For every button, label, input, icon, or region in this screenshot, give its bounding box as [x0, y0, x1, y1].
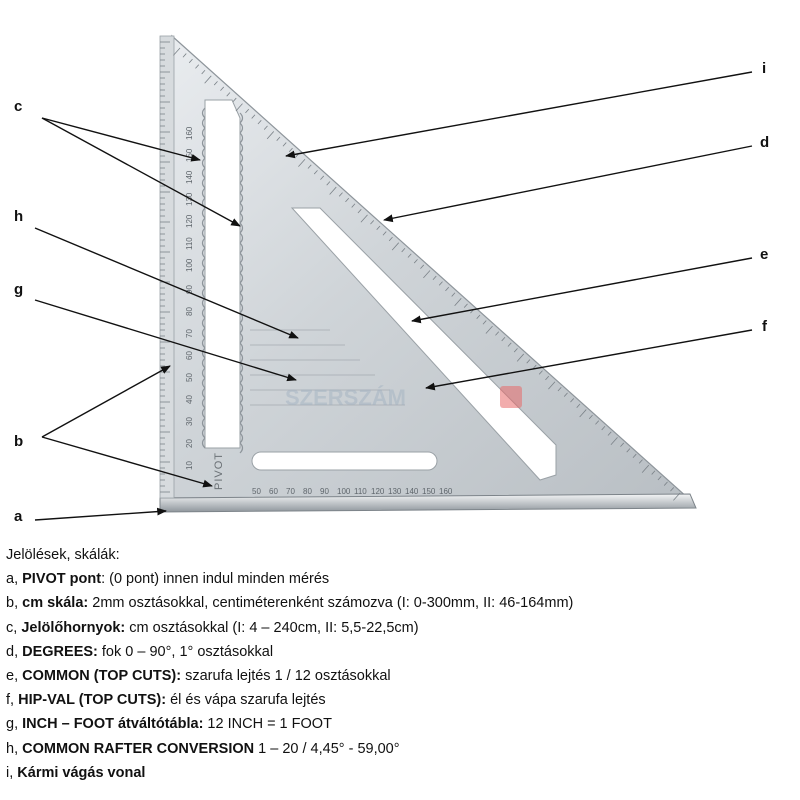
cm-scale-left-label: 50 — [185, 373, 194, 382]
cm-scale-left-label: 90 — [185, 285, 194, 294]
watermark-badge — [500, 386, 522, 408]
cm-scale-left-label: 30 — [185, 417, 194, 426]
bottom-slot — [252, 452, 437, 470]
legend-item-h: h, COMMON RAFTER CONVERSION 1 – 20 / 4,45° - 59,00° — [6, 740, 400, 757]
cm-scale-left-label: 120 — [185, 214, 194, 228]
cm-scale-left-label: 70 — [185, 329, 194, 338]
watermark: SZERSZÁM — [285, 385, 406, 410]
pivot-engraving: PIVOT — [213, 451, 225, 490]
legend-item-e: e, COMMON (TOP CUTS): szarufa lejtés 1 / 12 osztásokkal — [6, 668, 391, 685]
callout-d: d — [760, 134, 770, 151]
cm-scale-left-label: 160 — [185, 126, 194, 140]
cm-scale-bottom-label: 70 — [286, 487, 295, 496]
notched-slot — [205, 100, 240, 448]
cm-scale-bottom-label: 150 — [422, 487, 436, 496]
square-body — [172, 36, 688, 498]
legend-item-a: a, PIVOT pont: (0 pont) innen indul minden mérés — [6, 571, 330, 588]
legend-heading: Jelölések, skálák: — [6, 547, 120, 563]
cm-scale-left-label: 100 — [185, 258, 194, 272]
cm-scale-left-label: 150 — [185, 148, 194, 162]
cm-scale-left-label: 10 — [185, 461, 194, 470]
callout-h: h — [14, 208, 24, 225]
cm-scale-bottom-label: 110 — [354, 487, 367, 496]
callout-b: b — [14, 433, 24, 450]
legend-item-b: b, cm skála: 2mm osztásokkal, centiméterenként számozva (I: 0-300mm, II: 46-164mm) — [6, 595, 574, 612]
cm-scale-bottom-label: 140 — [405, 487, 419, 496]
left-edge-strip — [160, 36, 174, 498]
legend-item-d: d, DEGREES: fok 0 – 90°, 1° osztásokkal — [6, 643, 274, 660]
callout-f: f — [762, 318, 767, 335]
cm-scale-bottom-label: 50 — [252, 487, 261, 496]
legend-item-f: f, HIP-VAL (TOP CUTS): él és vápa szarufa lejtés — [6, 692, 326, 709]
cm-scale-left-label: 140 — [185, 170, 194, 184]
callout-a: a — [14, 508, 23, 525]
cm-scale-bottom-label: 160 — [439, 487, 453, 496]
cm-scale-left-label: 60 — [185, 351, 194, 360]
legend-item-i: i, Kármi vágás vonal — [6, 764, 146, 781]
cm-scale-bottom-label: 80 — [303, 487, 312, 496]
cm-scale-left-label: 110 — [185, 237, 194, 250]
cm-scale-left-label: 40 — [185, 395, 194, 404]
callout-e: e — [760, 246, 769, 263]
legend — [6, 543, 796, 785]
callout-i: i — [762, 60, 767, 77]
callout-c: c — [14, 98, 23, 115]
legend-item-c: c, Jelölőhornyok: cm osztásokkal (I: 4 – 240cm, II: 5,5-22,5cm) — [6, 619, 419, 636]
cm-scale-bottom-label: 100 — [337, 487, 351, 496]
cm-scale-bottom-label: 120 — [371, 487, 385, 496]
cm-scale-bottom-label: 60 — [269, 487, 278, 496]
callout-g: g — [14, 281, 24, 298]
cm-scale-bottom-label: 90 — [320, 487, 329, 496]
legend-item-g: g, INCH – FOOT átváltótábla: 12 INCH = 1 FOOT — [6, 716, 332, 733]
cm-scale-left-label: 130 — [185, 192, 194, 206]
cm-scale-left-label: 20 — [185, 439, 194, 448]
cm-scale-bottom-label: 130 — [388, 487, 402, 496]
cm-scale-left-label: 80 — [185, 307, 194, 316]
